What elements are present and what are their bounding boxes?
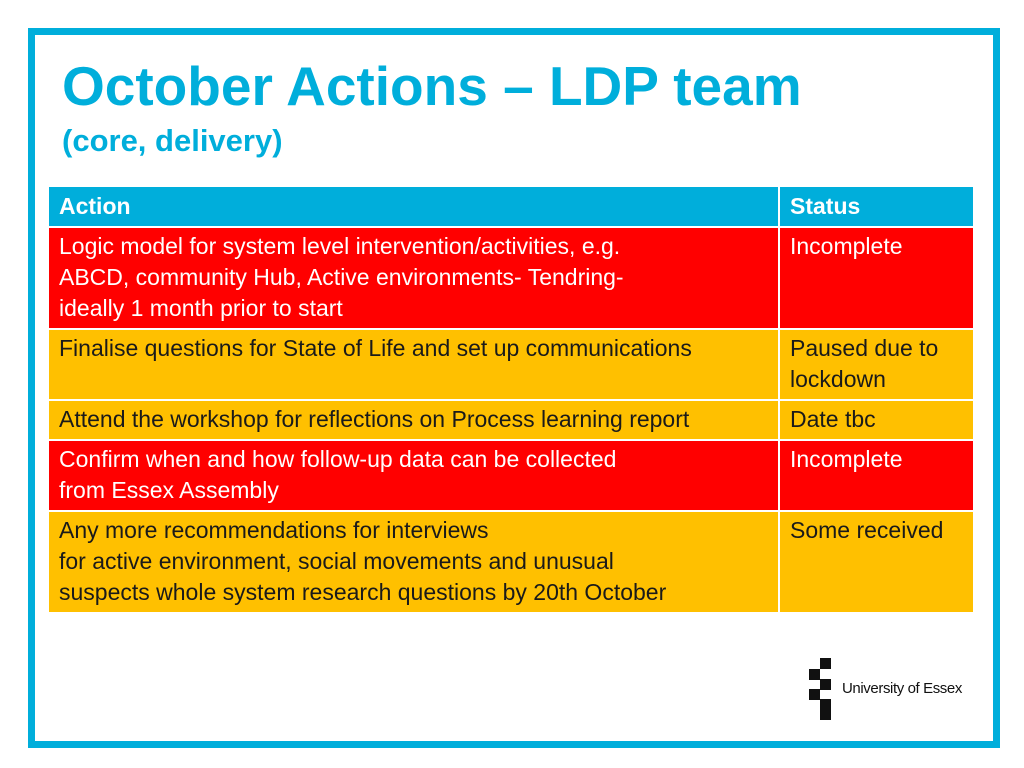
action-cell: Attend the workshop for reflections on Process learning report <box>48 400 779 440</box>
status-cell: Paused due to lockdown <box>779 329 974 400</box>
logo-text: University of Essex <box>842 680 962 697</box>
table-header-row <box>48 186 974 227</box>
status-cell: Incomplete <box>779 227 974 329</box>
table-row <box>48 227 974 329</box>
action-cell: Finalise questions for State of Life and set up communications <box>48 329 779 400</box>
header-status: Status <box>779 186 974 227</box>
actions-table <box>47 185 975 614</box>
university-logo <box>806 658 976 720</box>
action-cell: Logic model for system level intervention/activities, e.g. ABCD, community Hub, Active environments- Tendring- ideally 1 month prior to start <box>48 227 779 329</box>
header-action: Action <box>48 186 779 227</box>
table-row <box>48 511 974 613</box>
university-of-essex-logo-icon <box>806 658 832 720</box>
action-cell: Confirm when and how follow-up data can be collected from Essex Assembly <box>48 440 779 511</box>
table-row <box>48 440 974 511</box>
slide-subtitle: (core, delivery) <box>62 123 283 158</box>
status-cell: Date tbc <box>779 400 974 440</box>
slide-title: October Actions – LDP team <box>62 55 802 117</box>
status-cell: Some received <box>779 511 974 613</box>
action-cell: Any more recommendations for interviews for active environment, social movements and unusual suspects whole system research questions by 20th October <box>48 511 779 613</box>
table-row <box>48 400 974 440</box>
table-row <box>48 329 974 400</box>
status-cell: Incomplete <box>779 440 974 511</box>
